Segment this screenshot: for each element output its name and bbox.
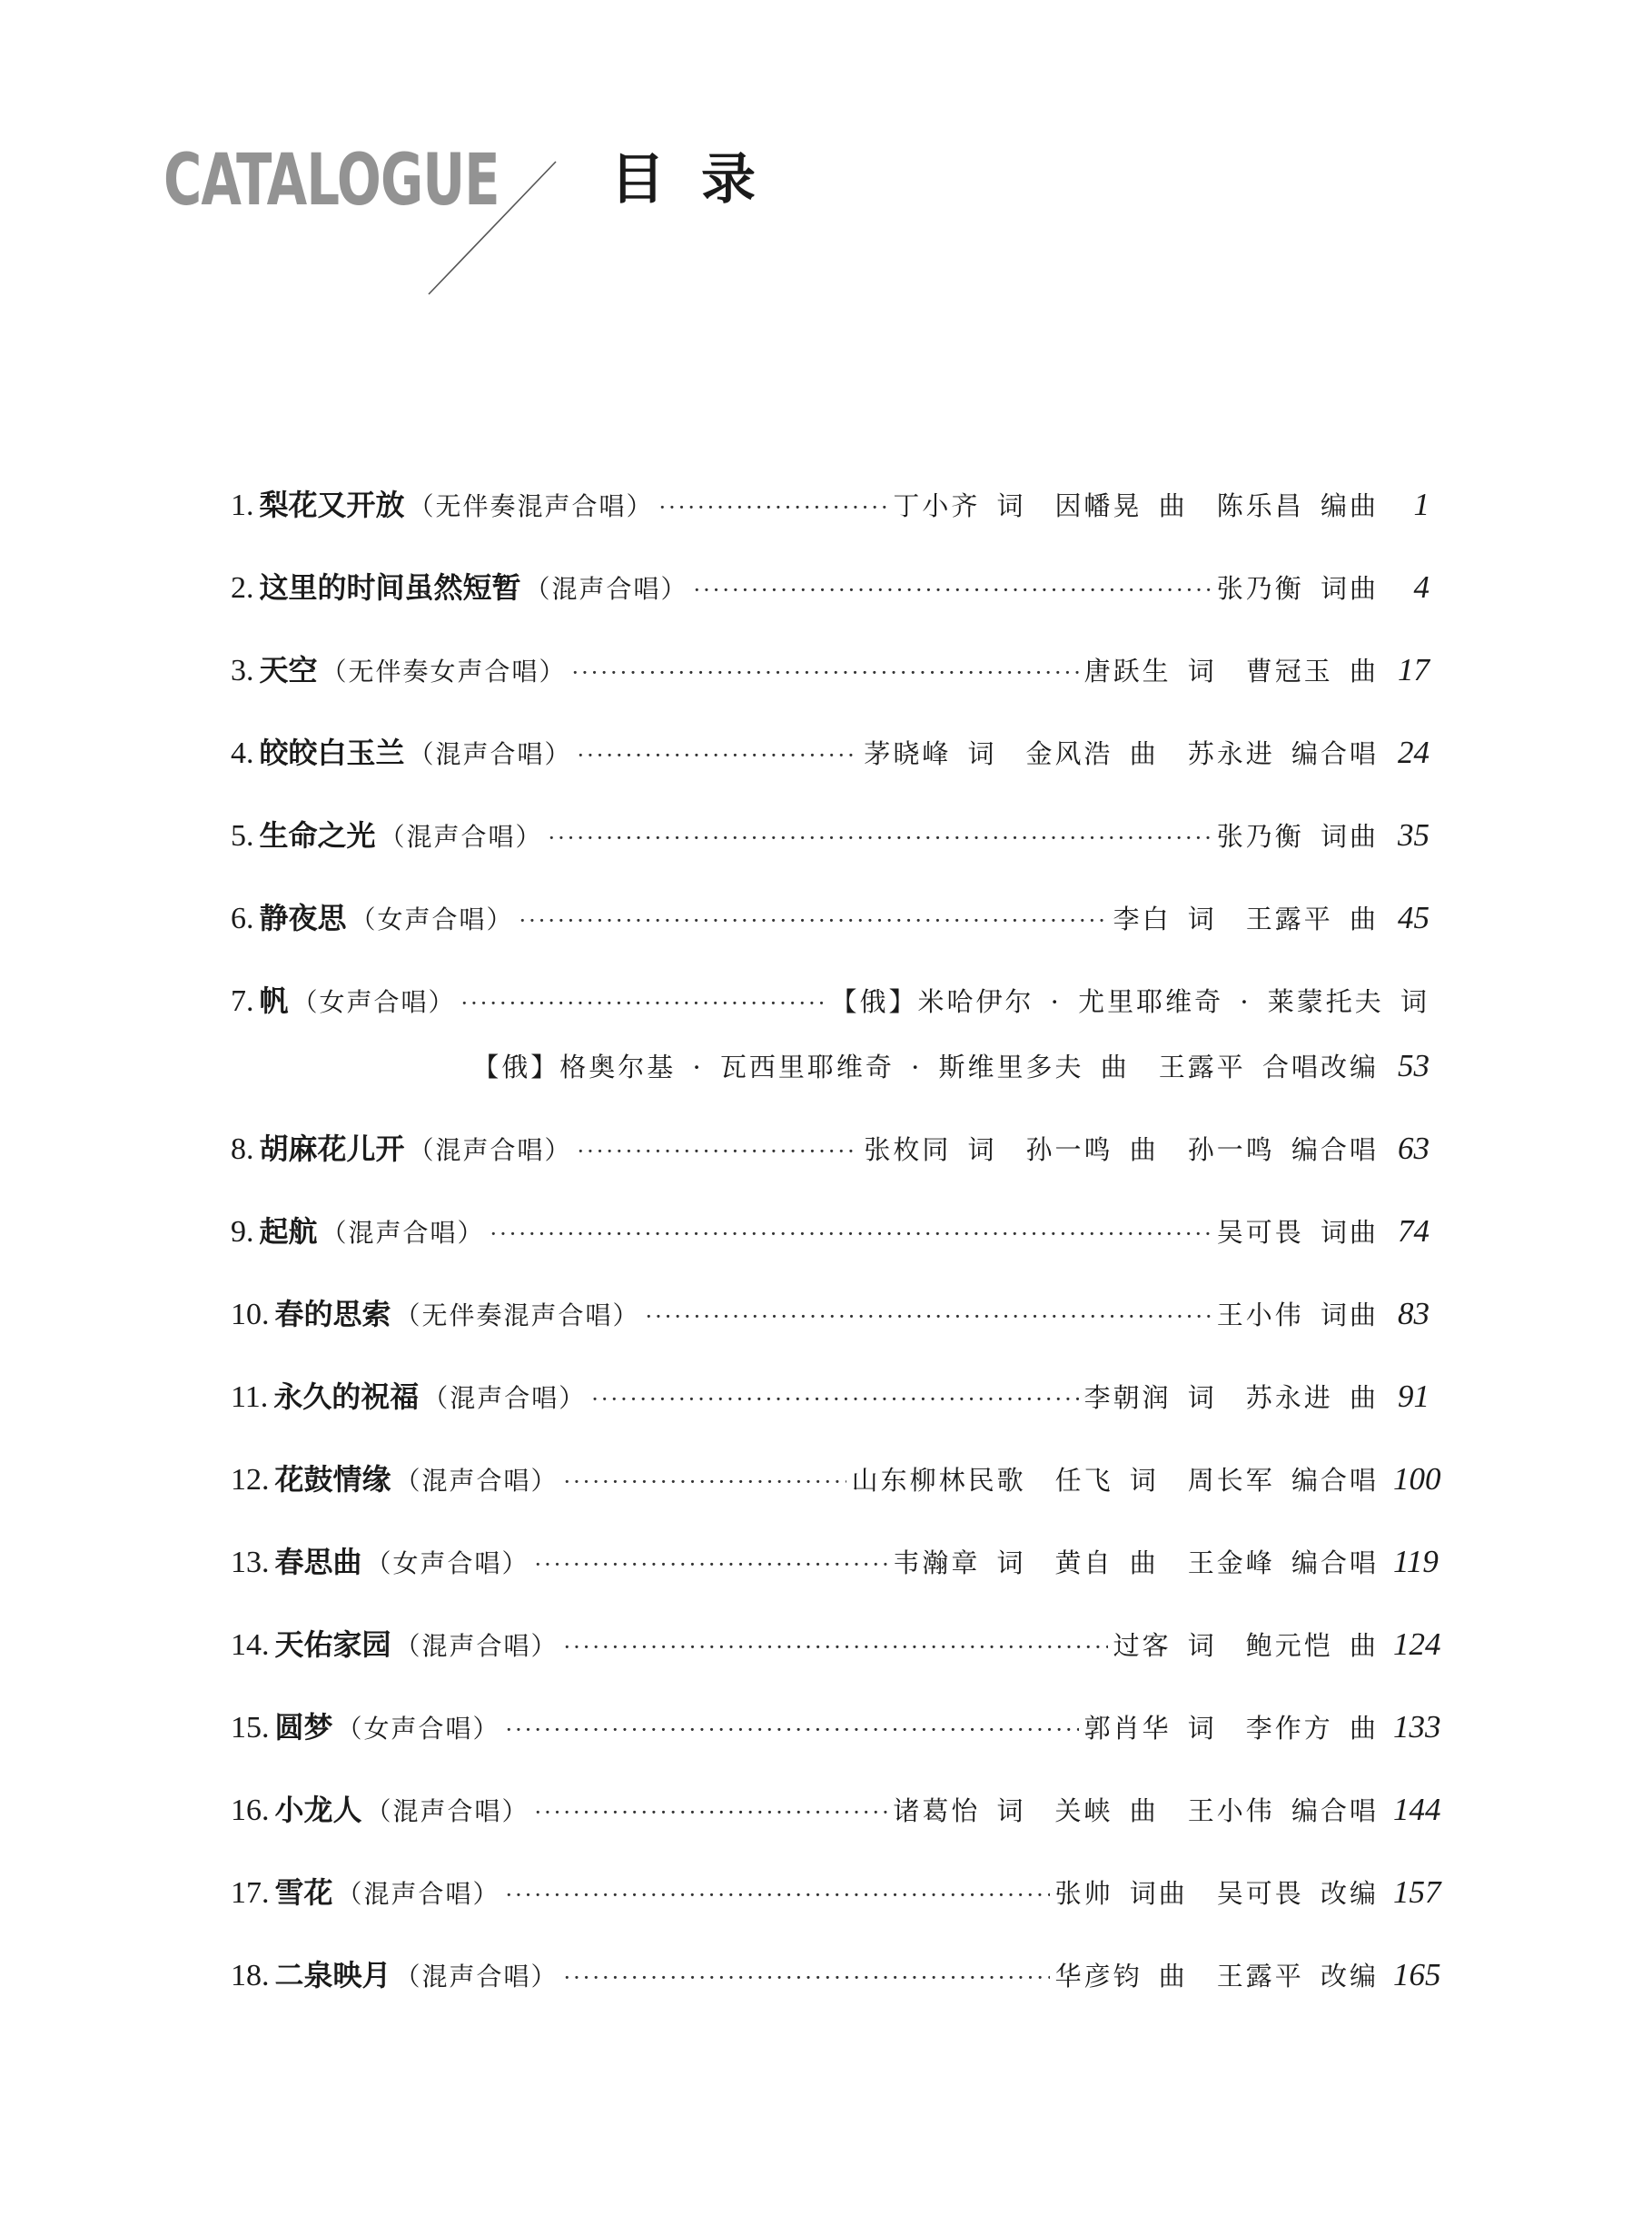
entry-credits: 张乃衡 词曲: [1216, 573, 1379, 604]
entry-title: 雪花: [274, 1875, 333, 1910]
toc-entry-line: [231, 1281, 1429, 1347]
entry-voicing: （混声合唱）: [394, 1631, 559, 1661]
entry-page-number: 35: [1398, 817, 1429, 853]
entry-credits: 李白 词 王露平 曲: [1113, 904, 1379, 934]
entry-voicing: （女声合唱）: [365, 1548, 529, 1578]
dot-leader: [506, 1697, 1079, 1763]
entry-title: 天佑家园: [274, 1627, 391, 1662]
toc-entry-line: [231, 720, 1429, 786]
toc-entry-line: [231, 1942, 1441, 2008]
entry-title: 这里的时间虽然短暂: [259, 570, 521, 605]
toc-entry-line: [231, 1116, 1429, 1181]
dot-leader: [564, 1615, 1108, 1680]
entry-title: 起航: [259, 1214, 318, 1249]
dot-leader: [564, 1449, 846, 1515]
dot-leader: [578, 1119, 859, 1184]
entry-title: 生命之光: [259, 818, 376, 853]
entry-number: 12.: [231, 1463, 270, 1497]
toc-entry-line: [231, 968, 1429, 1033]
dot-leader: [578, 723, 859, 788]
entry-title: 梨花又开放: [259, 488, 405, 522]
toc-entry[interactable]: [231, 555, 1429, 638]
entry-credits: 茅晓峰 词 金风浩 曲 苏永进 编合唱: [864, 738, 1379, 769]
entry-title: 小龙人: [274, 1793, 362, 1827]
entry-page-number: 17: [1398, 652, 1429, 687]
entry-page-number: 124: [1393, 1626, 1441, 1662]
entry-voicing: （混声合唱）: [422, 1383, 587, 1413]
entry-credits: 【俄】米哈伊尔 · 尤里耶维奇 · 莱蒙托夫 词: [830, 986, 1429, 1017]
entry-voicing: （混声合唱）: [408, 1135, 572, 1165]
entry-voicing: （无伴奏混声合唱）: [394, 1300, 640, 1330]
entry-page-number: 24: [1398, 735, 1429, 770]
toc-entry-line: [231, 472, 1429, 538]
entry-title: 春的思索: [274, 1297, 391, 1331]
entry-page-number: 45: [1398, 900, 1429, 935]
toc-entry-line: [231, 1364, 1429, 1429]
toc-entry[interactable]: [231, 968, 1429, 1116]
entry-voicing: （女声合唱）: [292, 987, 456, 1017]
entry-number: 11.: [231, 1380, 269, 1414]
entry-voicing: （女声合唱）: [350, 904, 514, 934]
entry-credits: 韦瀚章 词 黄自 曲 王金峰 编合唱: [893, 1547, 1379, 1578]
toc-entry[interactable]: [231, 885, 1429, 968]
entry-voicing: （混声合唱）: [394, 1962, 559, 1992]
entry-page-number: 63: [1398, 1131, 1429, 1166]
entry-page-number: 74: [1398, 1213, 1429, 1249]
entry-page-number: 1: [1413, 487, 1429, 522]
toc-entry-line: [231, 885, 1429, 951]
entry-title: 胡麻花儿开: [259, 1132, 405, 1166]
entry-credits: 张帅 词曲 吴可畏 改编: [1054, 1878, 1379, 1909]
dot-leader: [506, 1863, 1050, 1928]
entry-voicing: （混声合唱）: [336, 1879, 500, 1909]
entry-title: 圆梦: [274, 1710, 333, 1745]
dot-leader: [519, 888, 1108, 954]
dot-leader: [572, 640, 1079, 706]
entry-number: 2.: [231, 571, 254, 605]
page-title: 目录: [610, 148, 792, 212]
toc-entry[interactable]: [231, 1860, 1441, 1942]
entry-credits: 李朝润 词 苏永进 曲: [1083, 1382, 1379, 1413]
entry-page-number: 144: [1393, 1792, 1441, 1827]
entry-credits: 吴可畏 词曲: [1216, 1217, 1379, 1248]
toc-entry[interactable]: [231, 803, 1429, 885]
dot-leader: [549, 806, 1212, 871]
catalogue-word: CATALOGUE: [163, 140, 500, 222]
entry-credits: 过客 词 鲍元恺 曲: [1113, 1630, 1379, 1661]
entry-number: 16.: [231, 1794, 270, 1827]
entry-voicing: （混声合唱）: [321, 1218, 485, 1248]
dot-leader: [490, 1201, 1212, 1267]
dot-leader: [694, 558, 1212, 623]
entry-credits: 山东柳林民歌 任飞 词 周长军 编合唱: [851, 1465, 1379, 1496]
entry-page-number: 53: [1398, 1048, 1429, 1083]
toc-entry[interactable]: [231, 1281, 1429, 1364]
entry-page-number: 119: [1393, 1544, 1439, 1579]
entry-page-number: 91: [1398, 1379, 1429, 1414]
entry-voicing: （女声合唱）: [336, 1714, 500, 1744]
entry-number: 4.: [231, 736, 254, 770]
toc-entry[interactable]: [231, 1529, 1439, 1612]
entry-voicing: （无伴奏混声合唱）: [408, 491, 654, 521]
toc-entry[interactable]: [231, 720, 1429, 803]
dot-leader: [535, 1532, 888, 1597]
entry-voicing: （无伴奏女声合唱）: [321, 657, 567, 687]
toc-entry-line: [231, 1612, 1441, 1677]
dot-leader: [461, 971, 826, 1036]
entry-credits: 诸葛怡 词 关峡 曲 王小伟 编合唱: [893, 1795, 1379, 1826]
toc-entry[interactable]: [231, 1199, 1429, 1281]
dot-leader: [659, 475, 888, 540]
entry-number: 14.: [231, 1628, 270, 1662]
toc-entry-line: [231, 1447, 1441, 1512]
entry-page-number: 100: [1393, 1461, 1441, 1497]
entry-page-number: 165: [1393, 1957, 1441, 1992]
entry-credits: 张乃衡 词曲: [1216, 821, 1379, 852]
entry-credits: 王小伟 词曲: [1216, 1300, 1379, 1330]
entry-number: 1.: [231, 489, 254, 522]
toc-entry-line: [231, 1777, 1441, 1843]
entry-number: 13.: [231, 1546, 270, 1579]
entry-number: 17.: [231, 1876, 270, 1910]
entry-voicing: （混声合唱）: [394, 1466, 559, 1496]
toc-entry[interactable]: [231, 638, 1429, 720]
entry-number: 15.: [231, 1711, 270, 1745]
toc-entry[interactable]: [231, 1364, 1429, 1447]
entry-voicing: （混声合唱）: [408, 739, 572, 769]
entry-title: 二泉映月: [274, 1958, 391, 1992]
toc-entry-line: [231, 803, 1429, 868]
entry-number: 10.: [231, 1298, 270, 1331]
entry-title: 天空: [259, 653, 318, 687]
toc-entry[interactable]: [231, 1942, 1441, 2025]
entry-voicing: （混声合唱）: [524, 574, 688, 604]
entry-number: 8.: [231, 1132, 254, 1166]
entry-page-number: 133: [1393, 1709, 1441, 1745]
entry-credits: 张枚同 词 孙一鸣 曲 孙一鸣 编合唱: [864, 1134, 1379, 1165]
entry-title: 皎皎白玉兰: [259, 736, 405, 770]
entry-page-number: 157: [1393, 1874, 1441, 1910]
entry-title: 帆: [259, 984, 289, 1018]
entry-title: 永久的祝福: [273, 1379, 420, 1414]
dot-leader: [535, 1780, 888, 1845]
entry-voicing: （混声合唱）: [365, 1796, 529, 1826]
toc-entry[interactable]: [231, 1777, 1441, 1860]
toc-entry-line: [231, 1860, 1441, 1925]
toc-entry[interactable]: [231, 1612, 1441, 1695]
entry-credits-continued: 【俄】格奥尔基 · 瓦西里耶维奇 · 斯维里多夫 曲 王露平 合唱改编: [472, 1052, 1379, 1082]
entry-number: 5.: [231, 819, 254, 853]
dot-leader: [646, 1284, 1212, 1349]
entry-page-number: 4: [1413, 569, 1429, 605]
entry-number: 6.: [231, 902, 254, 935]
toc-entry[interactable]: [231, 1116, 1429, 1199]
dot-leader: [564, 1945, 1050, 2011]
entry-voicing: （混声合唱）: [379, 822, 543, 852]
entry-number: 9.: [231, 1215, 254, 1249]
entry-title: 静夜思: [259, 901, 347, 935]
entry-number: 7.: [231, 984, 254, 1018]
entry-credits: 唐跃生 词 曹冠玉 曲: [1083, 656, 1379, 687]
toc-entry[interactable]: [231, 1695, 1441, 1777]
entry-title: 春思曲: [274, 1545, 362, 1579]
toc-entry[interactable]: [231, 1447, 1441, 1529]
divider-slash: [425, 160, 561, 298]
toc-entry-line: [231, 1033, 1429, 1099]
entry-number: 18.: [231, 1959, 270, 1992]
entry-page-number: 83: [1398, 1296, 1429, 1331]
header: [0, 0, 1652, 309]
toc-entry-line: [231, 555, 1429, 620]
entry-number: 3.: [231, 654, 254, 687]
entry-credits: 郭肖华 词 李作方 曲: [1083, 1713, 1379, 1744]
entry-credits: 华彦钧 曲 王露平 改编: [1054, 1961, 1379, 1992]
dot-leader: [591, 1367, 1078, 1432]
toc-entry[interactable]: [231, 472, 1429, 555]
toc-entry-line: [231, 1199, 1429, 1264]
toc-entry-line: [231, 1695, 1441, 1760]
entry-credits: 丁小齐 词 因幡晃 曲 陈乐昌 编曲: [893, 490, 1379, 521]
toc-entry-line: [231, 1529, 1439, 1595]
toc-entry-line: [231, 638, 1429, 703]
entry-title: 花鼓情缘: [274, 1462, 391, 1497]
table-of-contents: [231, 472, 1441, 2025]
